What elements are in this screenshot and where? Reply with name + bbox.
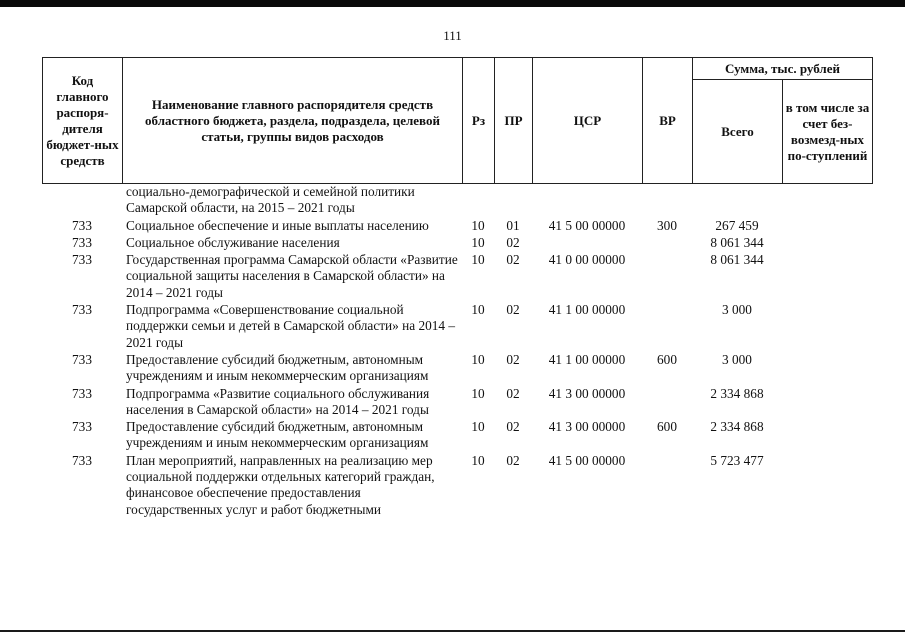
row-incl: [782, 386, 872, 420]
row-vr: 300: [657, 217, 677, 233]
row-name: Государственная программа Самарской области «Развитие социальной защиты населения в Самарской области» на 2014 – 2021 годы: [126, 252, 458, 300]
budget-table: [42, 184, 872, 519]
row-incl: [782, 218, 872, 235]
row-name: Социальное обслуживание населения: [126, 234, 340, 250]
row-code: 733: [72, 252, 92, 268]
row-csr: 41 5 00 00000: [548, 217, 626, 233]
table-row: [42, 302, 872, 352]
row-pr: 01: [506, 217, 520, 233]
row-total: 2 334 868: [710, 385, 764, 401]
table-row: [42, 184, 872, 218]
row-code: 733: [72, 217, 92, 233]
row-csr: [532, 184, 642, 218]
row-rz: 10: [471, 419, 485, 435]
row-code: 733: [72, 452, 92, 468]
row-vr: [642, 302, 692, 352]
row-pr: 02: [506, 385, 520, 401]
row-pr: [494, 184, 532, 218]
table-row: [42, 235, 872, 252]
header-code: Код главного распоря-дителя бюджет-ных средств: [43, 58, 123, 184]
row-vr: [642, 386, 692, 420]
row-vr: [642, 184, 692, 218]
row-name: Подпрограмма «Развитие социального обслуживания населения в Самарской области» на 2014 – 2021 годы: [126, 385, 430, 417]
table-header: [42, 57, 873, 184]
row-incl: [782, 252, 872, 302]
header-sum-group: Сумма, тыс. рублей: [693, 58, 873, 80]
table-row: [42, 386, 872, 420]
row-code: 733: [72, 385, 92, 401]
table-row: [42, 453, 872, 519]
row-vr: [642, 235, 692, 252]
row-vr: [642, 453, 692, 519]
row-rz: 10: [471, 385, 485, 401]
row-csr: 41 3 00 00000: [548, 385, 626, 401]
row-total: 5 723 477: [710, 452, 764, 468]
row-total: 267 459: [715, 217, 759, 233]
header-incl: в том числе за счет без-возмезд-ных по-ступлений: [783, 80, 873, 184]
page-number: 111: [443, 28, 462, 43]
row-csr: 41 3 00 00000: [548, 419, 626, 435]
row-csr: 41 1 00 00000: [548, 351, 626, 367]
table-row: [42, 218, 872, 235]
row-rz: 10: [471, 302, 485, 318]
row-csr: 41 1 00 00000: [548, 302, 626, 318]
row-incl: [782, 184, 872, 218]
header-pr: ПР: [495, 58, 533, 184]
header-vr: ВР: [643, 58, 693, 184]
row-incl: [782, 302, 872, 352]
row-vr: 600: [657, 351, 677, 367]
row-pr: 02: [506, 234, 520, 250]
row-incl: [782, 419, 872, 453]
row-rz: 10: [471, 252, 485, 268]
row-rz: 10: [471, 217, 485, 233]
table-row: [42, 252, 872, 302]
row-name: Подпрограмма «Совершенствование социальной поддержки семьи и детей в Самарской области» на 2014 – 2021 годы: [126, 302, 456, 350]
row-total: [692, 184, 782, 218]
row-total: 8 061 344: [710, 252, 764, 268]
row-pr: 02: [506, 452, 520, 468]
row-incl: [782, 352, 872, 386]
row-code: 733: [72, 351, 92, 367]
row-rz: 10: [471, 234, 485, 250]
row-pr: 02: [506, 252, 520, 268]
row-name: Предоставление субсидий бюджетным, автономным учреждениям и иным некоммерческим организациям: [126, 419, 429, 451]
row-code: 733: [72, 419, 92, 435]
table-row: [42, 419, 872, 453]
row-pr: 02: [506, 351, 520, 367]
row-name: Предоставление субсидий бюджетным, автономным учреждениям и иным некоммерческим организациям: [126, 351, 429, 384]
table-row: [42, 352, 872, 386]
header-name: Наименование главного распорядителя средств областного бюджета, раздела, подраздела, целевой статьи, группы видов расходов: [123, 58, 463, 184]
row-name: План мероприятий, направленных на реализацию мер социальной поддержки отдельных категорий граждан, финансовое обеспечение предоставления государственных услуг и работ бюджетными: [126, 452, 435, 517]
row-total: 8 061 344: [710, 234, 764, 250]
row-code: [42, 184, 122, 218]
row-rz: 10: [471, 452, 485, 468]
row-rz: 10: [471, 351, 485, 367]
row-total: 3 000: [722, 302, 752, 318]
row-total: 2 334 868: [710, 419, 764, 435]
row-incl: [782, 453, 872, 519]
row-name: Социальное обеспечение и иные выплаты населению: [126, 217, 429, 233]
row-pr: 02: [506, 419, 520, 435]
row-vr: 600: [657, 419, 677, 435]
row-vr: [642, 252, 692, 302]
row-csr: [532, 235, 642, 252]
row-total: 3 000: [722, 351, 752, 367]
row-code: 733: [72, 302, 92, 318]
row-csr: 41 5 00 00000: [548, 452, 626, 468]
row-rz: [462, 184, 494, 218]
scan-bottom-border: [0, 630, 905, 632]
row-code: 733: [72, 234, 92, 250]
scan-top-border: [0, 0, 905, 7]
row-name: социально-демографической и семейной политики Самарской области, на 2015 – 2021 годы: [126, 184, 415, 216]
header-total: Всего: [693, 80, 783, 184]
row-csr: 41 0 00 00000: [548, 252, 626, 268]
header-csr: ЦСР: [533, 58, 643, 184]
row-incl: [782, 235, 872, 252]
header-rz: Рз: [463, 58, 495, 184]
row-pr: 02: [506, 302, 520, 318]
